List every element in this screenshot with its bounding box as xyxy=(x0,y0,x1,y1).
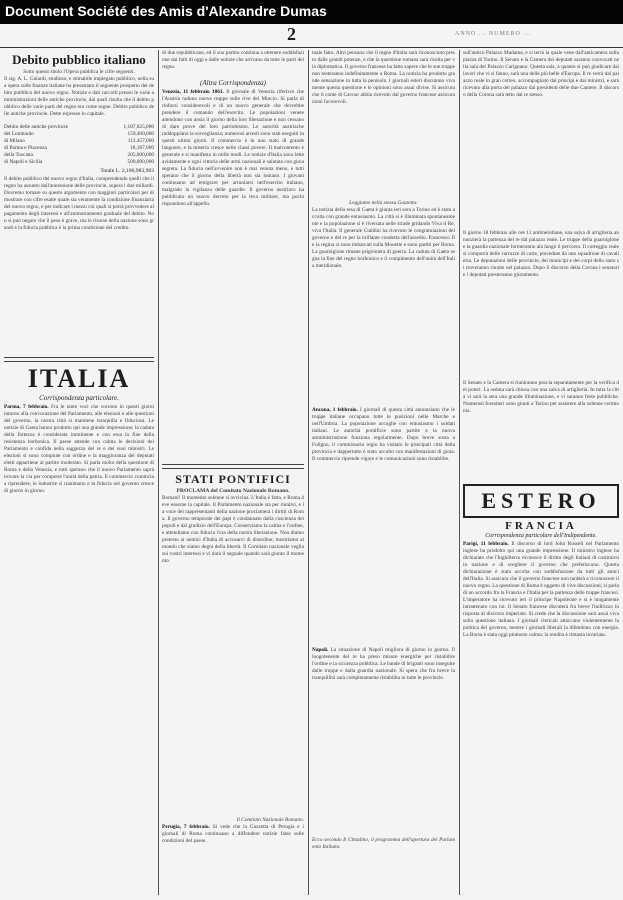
dateline: Ancona, 1 febbraio. xyxy=(312,407,358,413)
document-banner xyxy=(0,0,623,24)
article-body: Il sig. A. L. Galardi, studioso, e stimabile impiegato pubblico, nella sua opera sulle finanze italiane ha presentato il seguente prospetto del debito pubblico del nuovo regno. Notizie e dati raccolti presso le varie amministrazioni delle antiche provincie, dai quali risulta che il debito pubblico delle varie parti del regno era come segue. Debito pubblico delle antiche provincie. Dette espresse in capitale. xyxy=(4,76,154,117)
section-subtitle: Corrispondenza particolare. xyxy=(39,394,119,402)
table-label: della Toscana xyxy=(4,152,33,158)
article-footer: Ecco secondo Il Cittadino, il programma dell'apertura del Parlamento Italiano. xyxy=(312,837,455,850)
article-text: Fra le tante voci che corrono in questi giorni intorno alla convocazione del Parlamento, alle elezioni e alle questioni del governo, la nostra città si mantiene tranquilla e fiduciosa. Le notizie di Gaeta hanno prodotto qui una grande impressione; la caduta della fortezza è considerata imminente e con essa la fine della resistenza borbonica. Il paese attende con calma le decisioni del Parlamento e confida nella saggezza del re e dei suoi ministri. Le elezioni si sono compiute con ordine e la maggioranza dei deputati eletti appartiene al partito moderato. Si parla molto della questione di Roma e della Venezia, e tutti sperano che il nuovo Parlamento saprà trovare la via per compiere l'unità della patria. Il commercio comincia a riprendere, le industrie si rianimano e la fiducia nel governo cresce di giorno in giorno. xyxy=(4,404,154,494)
section-title: ITALIA xyxy=(27,364,131,393)
table-row xyxy=(4,145,154,152)
article-body: Il giorno 18 febbraio alle ore 11 antimeridiane, una salva di artiglieria annunzierà la partenza del re dal palazzo reale. Le truppe della guarnigione e la guardia nazionale formeranno ala lungo il percorso. Il corteggio reale si comporrà delle carrozze di corte, precedute da uno squadrone di cavalleria. Le deputazioni delle provincie, dei municipi e dei corpi dello stato si troveranno riunite nel palazzo. Dopo il discorso della Corona i senatori e i deputati presteranno giuramento. xyxy=(463,230,619,278)
article-body: di due repubblicane, ed il suo partito continua a ottenere soddisfazione dai fatti di oggi e dalle notizie che arrivano da tutte le parti del regno. xyxy=(162,50,304,70)
column-divider xyxy=(308,50,309,895)
table-label: del Lombardo xyxy=(4,131,34,137)
table-row xyxy=(4,131,154,138)
table-value: 159,400,000 xyxy=(127,131,154,137)
header-rule xyxy=(0,47,623,48)
article-body: tuale fatto. Altri pensano che il regno d'Italia sarà riconosciuto presto dalle grandi potenze, e che la questione romana sarà risolta per via diplomatica. Il governo francese ha fatto sapere che le sue truppe non resteranno indefinitamente a Roma. La notizia ha prodotto grande sensazione in tutta la penisola. I giornali esteri discutono vivamente questa questione e le opinioni sono assai divise. Si assicura che il conte di Cavour abbia ricevuto dal governo francese assicurazioni favorevoli. xyxy=(312,50,455,105)
section-subtitle: (Altra Corrispondenza) xyxy=(200,79,266,87)
article-body: Romani! Il momento solenne si avvicina. L'Italia è fatta, e Roma deve esserne la capitale. Il Parlamento nazionale sta per riunirsi, e la voce dei rappresentanti della nazione proclamerà i diritti di Roma. Il governo temporale dei papi è condannato dalla coscienza dei popoli e dal giudizio dell'Europa. Conserviamo la calma e l'ordine, e attendiamo con fiducia l'ora della nostra liberazione. Non diamo pretesto ai nemici d'Italia di accusarci di disordine; mostriamo al mondo che siamo degni della libertà. Il Comitato nazionale veglia sui vostri interessi e vi darà il segnale quando sarà giunto il momento. xyxy=(162,495,304,564)
debt-table xyxy=(4,124,154,166)
column-divider xyxy=(459,50,460,895)
page-number: 2 xyxy=(287,24,296,44)
table-value: 500,000,000 xyxy=(127,159,154,165)
table-label: di Napoli e Sicilia xyxy=(4,159,43,165)
section-title: STATI PONTIFICI xyxy=(175,472,291,486)
table-label: di Milano xyxy=(4,138,25,144)
article-intro: Sotto questo titolo l'Opera pubblica le cifre seguenti. xyxy=(23,69,135,75)
article-body xyxy=(162,824,304,864)
article-text: I giornali di questa città annunziano che le truppe italiane occupano tutte le posizioni nelle Marche e nell'Umbria. La popolazione accoglie con entusiasmo i soldati italiani. Le autorità pontificie sono partite e la nuova amministrazione funziona regolarmente. Dopo breve sosta a Foligno, il commissario regio ha visitato le principali città della provincia e dappertutto è stato accolto con manifestazioni di gioia. Il commercio riprende vigore e le comunicazioni sono ristabilite. xyxy=(312,407,455,462)
table-value: 1,187,025,000 xyxy=(123,124,154,130)
dateline: Venezia, 11 febbraio 1861. xyxy=(162,89,224,95)
article-body xyxy=(312,407,455,647)
section-divider xyxy=(162,464,304,469)
section-subtitle: Leggiamo nella stessa Gazzetta: xyxy=(349,200,418,206)
article-body: Il debito pubblico del nuovo regno d'Italia, comprendendo quelli che il regno ha assunto dall'annessione delle provincie, supera i due miliardi. Dovremo tornare su questo argomento con maggiori particolari per dimostrare con cifre esatte quale sia veramente la condizione finanziaria del nuovo regno, e per indicare i mezzi coi quali si potrà provvedere al pagamento degli interessi e all'ammortamento graduale del debito. Non si può negare che il peso è grave, ma le risorse della nazione sono grandi e la fiducia pubblica è la prima condizione del credito. xyxy=(4,176,154,231)
article-text: La situazione di Napoli migliora di giorno in giorno. Il luogotenente del re ha preso misure energiche per ristabilire l'ordine e la sicurezza pubblica. Le bande di briganti sono inseguite dalle truppe e dalla guardia nazionale. Si spera che fra breve la tranquillità sarà completamente ristabilita in tutte le provincie. xyxy=(312,647,455,681)
table-value: 113,457,000 xyxy=(127,138,154,144)
section-subhead: PROCLAMA del Comitato Nazionale Romano. xyxy=(176,488,290,494)
dateline: Perugia, 7 febbraio. xyxy=(162,824,210,830)
banner-text: Document Société des Amis d'Alexandre Dumas xyxy=(5,3,327,19)
article-body: La notizia della resa di Gaeta è giunta ieri sera a Torino ed è stata accolta con grande entusiasmo. La città si è illuminata spontaneamente e la popolazione si è riversata nelle strade gridando Viva il Re, viva l'Italia. Il generale Cialdini ha ricevuto le congratulazioni del governo e del re per la brillante condotta dell'assedio. Francesco II e la regina si sono imbarcati sulla Mouette e sono partiti per Roma. La guarnigione rimane prigioniera di guerra. La caduta di Gaeta segna la fine del regno borbonico e il compimento dell'unità dell'Italia meridionale. xyxy=(312,207,455,269)
section-subtitle: Corrispondenza particolare dell'Indipendente. xyxy=(485,533,597,539)
article-title: Debito pubblico italiano xyxy=(12,52,146,67)
article-body xyxy=(4,404,154,814)
article-text: Si vede che la Gazzetta di Perugia e i giornali di Roma continuano a diffondere notizie false sulle condizioni del paese. xyxy=(162,824,304,844)
section-divider xyxy=(4,357,154,362)
dateline: Parma, 7 febbraio. xyxy=(4,404,49,410)
article-text: Il discorso di lord John Russell nel Parlamento inglese ha prodotto qui una grande impressione. Il ministro inglese ha dichiarato che l'Inghilterra riconosce il diritto degli Italiani di costituirsi in nazione e di scegliere il governo che preferiscono. Questa dichiarazione è stata accolta con soddisfazione da tutti gli amici dell'Italia. Si assicura che il governo francese non tarderà a riconoscere il nuovo regno. La questione di Roma è oggetto di vive discussioni; si parla di un accordo fra la Francia e l'Italia per la partenza delle truppe francesi. L'imperatore ha ricevuto ieri il principe Napoleone e si è lungamente intrattenuto con lui. Il Senato francese discuterà fra breve l'indirizzo in risposta al discorso imperiale. Si crede che la discussione sarà assai viva sulla questione italiana. I giornali clericali attaccano violentemente la politica del governo, mentre i giornali liberali la difendono con energia. La Borsa è stata oggi piuttosto calma; la rendita è rimasta invariata. xyxy=(463,541,619,638)
table-label: Debito delle antiche provincie xyxy=(4,124,68,130)
signature: Il Comitato Nazionale Romano. xyxy=(236,817,304,823)
table-row xyxy=(4,138,154,145)
dateline: Parigi, 11 febbraio. xyxy=(463,541,509,547)
table-label: di Parma e Piacenza xyxy=(4,145,47,151)
column-3 xyxy=(312,50,455,865)
header-meta: ANNO ... NUMERO ... xyxy=(455,31,531,37)
column-4 xyxy=(463,50,619,881)
column-divider xyxy=(158,50,159,895)
section-subtitle: FRANCIA xyxy=(505,520,577,532)
table-value: 205,000,000 xyxy=(127,152,154,158)
table-value: 18,187,000 xyxy=(130,145,154,151)
article-body: sull'antico Palazzo Madama, e si terrà la quale vene dall'anticamera sulla piazza di Torino. Il Senato e la Camera dei deputati saranno convocati nella sala del Palazzo Carignano. Questa sala, a quanto si può giudicare dai lavori che vi si fanno, sarà una delle più belle d'Europa. Il re verrà dal palazzo reale in gran corteo, accompagnato dai principi e dai ministri, e sarà ricevuto alla porta del palazzo dai presidenti delle due Camere. Il discorso della Corona sarà letto dal re stesso. xyxy=(463,50,619,98)
table-row xyxy=(4,159,154,166)
table-row xyxy=(4,124,154,131)
article-body xyxy=(312,647,455,837)
dateline: Napoli. xyxy=(312,647,329,653)
column-2 xyxy=(162,50,304,864)
table-total: Totale L. 2,186,983,983 xyxy=(100,168,154,174)
column-1 xyxy=(4,50,154,814)
article-text: Il giornale di Venezia riferisce che l'Austria raduna nuove truppe sulle rive del Mincio. Si parla di rinforzi considerevoli e di un nuovo generale che dovrebbe prendere il comando dell'esercito. Le popolazioni venete attendono con ansia il giorno della loro liberazione e non cessano di dare prove del loro patriottismo. Le autorità austriache raddoppiano la sorveglianza; numerosi arresti sono stati eseguiti in questi ultimi giorni. Il commercio è in uno stato di grande languore, e la miseria cresce nelle classi povere. Il malcontento è generale e si manifesta in mille modi. Le notizie d'Italia sono lette avidamente e ogni vittoria delle armi nazionali è salutata con gioia segreta. La fiducia nell'avvenire non è mai venuta meno, e tutti sperano che il giorno della libertà non sia lontano. I giovani continuano ad emigrare per arruolarsi nell'esercito italiano, malgrado la vigilanza delle guardie. Il governo austriaco ha pubblicato un nuovo decreto per la leva militare, ma pochi rispondono all'appello. xyxy=(162,89,304,207)
article-body: Il Senato e la Camera si riuniranno poscia separatamente per la verifica dei poteri. La seduta sarà chiusa con una salva di artiglieria. In tutta la città vi sarà la sera una grande illuminazione, e vi saranno feste pubbliche. Numerosi forestieri sono giunti a Torino per assistere alla solenne cerimonia. xyxy=(463,380,619,414)
table-row xyxy=(4,152,154,159)
article-body xyxy=(162,89,304,461)
section-title: ESTERO xyxy=(463,484,619,518)
article-body xyxy=(463,541,619,881)
